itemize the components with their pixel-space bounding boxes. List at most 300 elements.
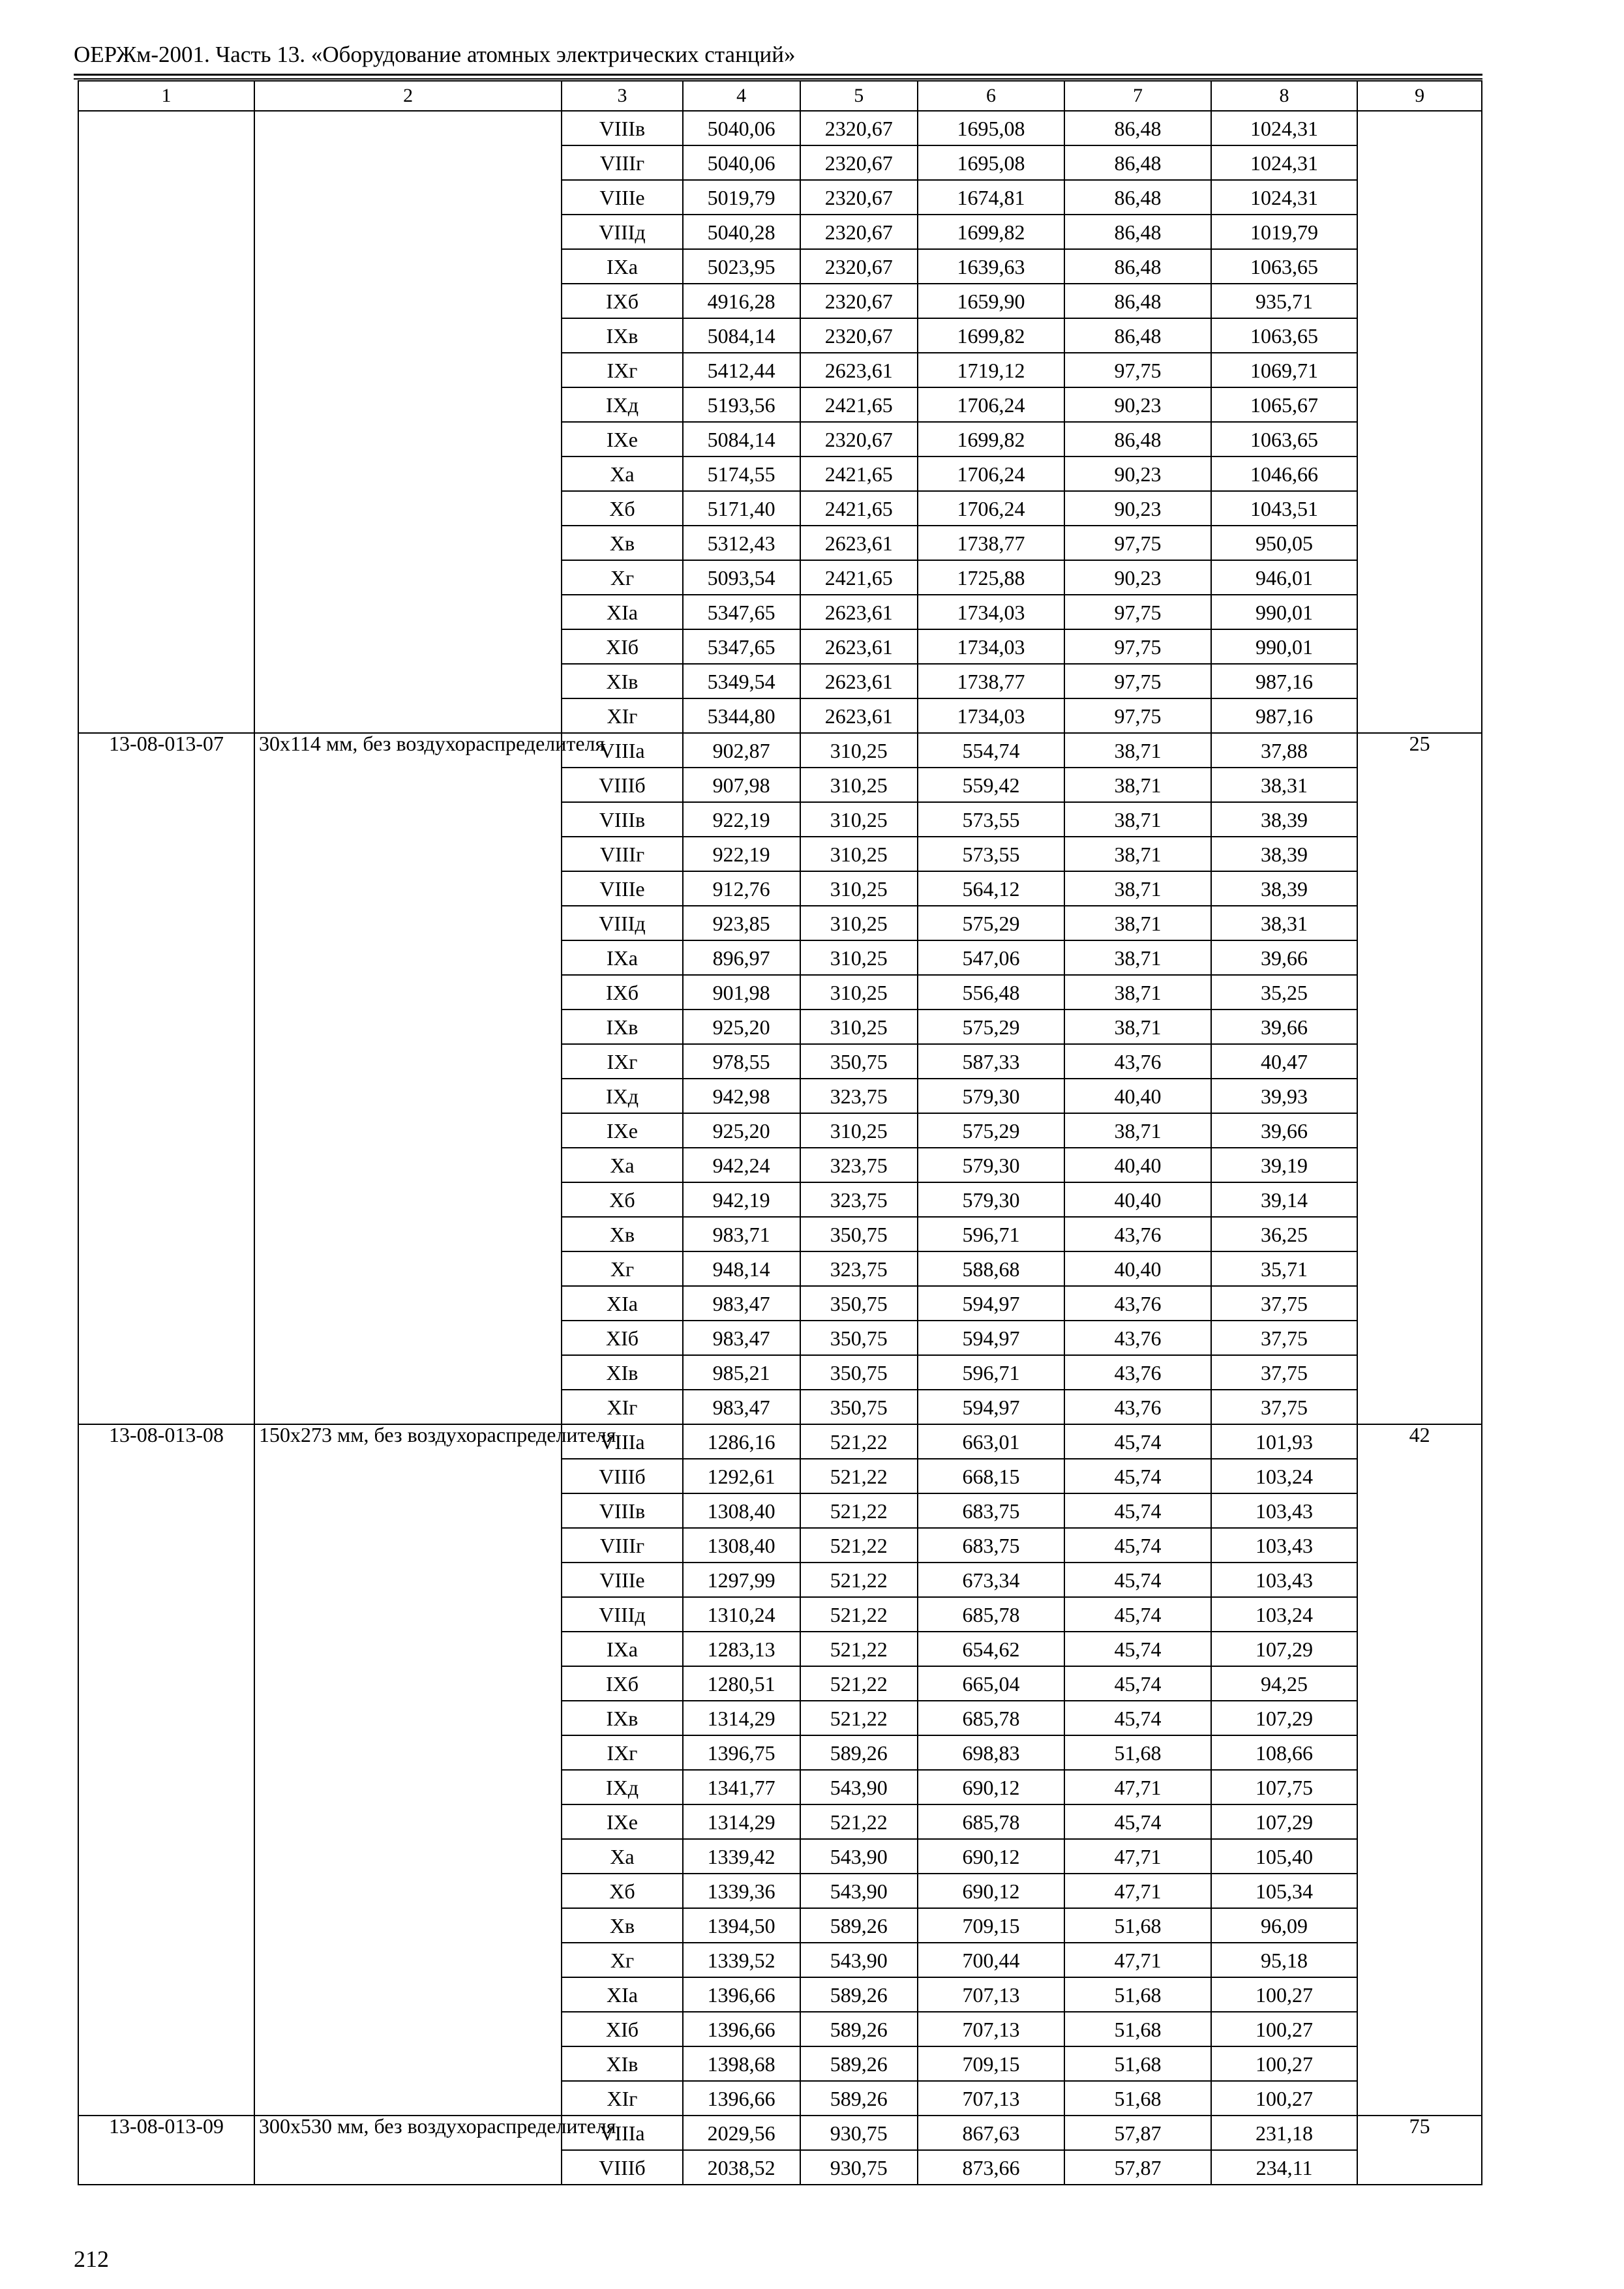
zone-cell: VIIIв [562,111,682,145]
value-cell: 685,78 [918,1804,1065,1839]
value-cell: 907,98 [683,768,800,802]
item-code-cell: 13-08-013-08 [78,1424,254,2116]
value-cell: 5019,79 [683,180,800,215]
zone-cell: Xг [562,1251,682,1286]
zone-cell: IXд [562,1079,682,1113]
zone-cell: Xб [562,1182,682,1217]
value-cell: 589,26 [800,1735,918,1770]
value-cell: 987,16 [1211,664,1358,698]
value-cell: 5349,54 [683,664,800,698]
value-cell: 45,74 [1064,1459,1211,1493]
value-cell: 983,71 [683,1217,800,1251]
value-cell: 1286,16 [683,1424,800,1459]
value-cell: 559,42 [918,768,1065,802]
value-cell: 922,19 [683,802,800,837]
zone-cell: IXв [562,1701,682,1735]
value-cell: 923,85 [683,906,800,940]
value-cell: 2623,61 [800,353,918,387]
value-cell: 1699,82 [918,215,1065,249]
table-row [78,2116,1482,2150]
value-cell: 47,71 [1064,1770,1211,1804]
value-cell: 930,75 [800,2116,918,2150]
value-cell: 5023,95 [683,249,800,284]
value-cell: 1339,42 [683,1839,800,1874]
zone-cell: XIб [562,629,682,664]
value-cell: 521,22 [800,1666,918,1701]
running-header: ОЕРЖм-2001. Часть 13. «Оборудование атомных электрических станций» [74,42,796,67]
value-cell: 521,22 [800,1597,918,1632]
column-number-row [78,81,1482,111]
value-cell: 1314,29 [683,1701,800,1735]
value-cell: 683,75 [918,1493,1065,1528]
value-cell: 310,25 [800,1113,918,1148]
value-cell: 1394,50 [683,1908,800,1943]
value-cell: 2320,67 [800,215,918,249]
zone-cell: VIIIд [562,1597,682,1632]
value-cell: 1659,90 [918,284,1065,318]
value-cell: 47,71 [1064,1839,1211,1874]
value-cell: 1043,51 [1211,491,1358,526]
value-cell: 690,12 [918,1874,1065,1908]
item-code-cell: 13-08-013-07 [78,733,254,1424]
value-cell: 43,76 [1064,1217,1211,1251]
value-cell: 38,31 [1211,768,1358,802]
value-cell: 594,97 [918,1321,1065,1355]
zone-cell: IXб [562,975,682,1010]
value-cell: 589,26 [800,2081,918,2116]
value-cell: 310,25 [800,733,918,768]
value-cell: 105,40 [1211,1839,1358,1874]
zone-cell: XIа [562,595,682,629]
value-cell: 310,25 [800,1010,918,1044]
value-cell: 985,21 [683,1355,800,1390]
value-cell: 556,48 [918,975,1065,1010]
value-cell: 2320,67 [800,180,918,215]
value-cell: 2623,61 [800,664,918,698]
value-cell: 86,48 [1064,215,1211,249]
value-cell: 1734,03 [918,595,1065,629]
value-cell: 350,75 [800,1355,918,1390]
zone-cell: VIIIв [562,802,682,837]
value-cell: 97,75 [1064,526,1211,560]
value-cell: 521,22 [800,1493,918,1528]
value-cell: 39,19 [1211,1148,1358,1182]
value-cell: 1719,12 [918,353,1065,387]
value-cell: 685,78 [918,1701,1065,1735]
value-cell: 51,68 [1064,2012,1211,2046]
value-cell: 38,31 [1211,906,1358,940]
value-cell: 521,22 [800,1528,918,1563]
value-cell: 310,25 [800,802,918,837]
value-cell: 38,39 [1211,837,1358,871]
zone-cell: VIIIе [562,871,682,906]
value-cell: 86,48 [1064,111,1211,145]
zone-cell: IXб [562,1666,682,1701]
value-cell: 35,71 [1211,1251,1358,1286]
zone-cell: VIIIд [562,906,682,940]
value-cell: 39,14 [1211,1182,1358,1217]
value-cell: 36,25 [1211,1217,1358,1251]
zone-cell: VIIIа [562,1424,682,1459]
column-header: 8 [1211,81,1358,111]
value-cell: 594,97 [918,1390,1065,1424]
value-cell: 1639,63 [918,249,1065,284]
page-number: 212 [74,2246,109,2272]
value-cell: 37,75 [1211,1286,1358,1321]
value-cell: 1341,77 [683,1770,800,1804]
value-cell: 37,75 [1211,1390,1358,1424]
value-cell: 37,75 [1211,1321,1358,1355]
value-cell: 663,01 [918,1424,1065,1459]
item-last-column-cell: 25 [1357,733,1482,1424]
value-cell: 912,76 [683,871,800,906]
zone-cell: VIIIе [562,180,682,215]
value-cell: 5040,06 [683,111,800,145]
zone-cell: Xа [562,1839,682,1874]
table-header [78,81,1482,111]
value-cell: 867,63 [918,2116,1065,2150]
value-cell: 948,14 [683,1251,800,1286]
value-cell: 521,22 [800,1804,918,1839]
value-cell: 103,24 [1211,1459,1358,1493]
zone-cell: IXг [562,1735,682,1770]
value-cell: 946,01 [1211,560,1358,595]
value-cell: 1725,88 [918,560,1065,595]
item-description-cell [254,111,562,733]
value-cell: 1339,52 [683,1943,800,1977]
zone-cell: Xв [562,526,682,560]
value-cell: 978,55 [683,1044,800,1079]
value-cell: 983,47 [683,1286,800,1321]
value-cell: 45,74 [1064,1424,1211,1459]
zone-cell: Xа [562,456,682,491]
column-header: 1 [78,81,254,111]
value-cell: 2038,52 [683,2150,800,2185]
value-cell: 38,71 [1064,906,1211,940]
value-cell: 37,75 [1211,1355,1358,1390]
zone-cell: IXд [562,387,682,422]
value-cell: 101,93 [1211,1424,1358,1459]
value-cell: 350,75 [800,1217,918,1251]
value-cell: 1695,08 [918,111,1065,145]
zone-cell: IXв [562,1010,682,1044]
zone-cell: Xв [562,1217,682,1251]
value-cell: 5171,40 [683,491,800,526]
value-cell: 700,44 [918,1943,1065,1977]
value-cell: 38,71 [1064,940,1211,975]
zone-cell: XIг [562,698,682,733]
value-cell: 589,26 [800,1977,918,2012]
value-cell: 1706,24 [918,387,1065,422]
value-cell: 589,26 [800,2012,918,2046]
value-cell: 310,25 [800,768,918,802]
value-cell: 40,40 [1064,1079,1211,1113]
value-cell: 950,05 [1211,526,1358,560]
value-cell: 323,75 [800,1251,918,1286]
value-cell: 1308,40 [683,1493,800,1528]
value-cell: 654,62 [918,1632,1065,1666]
value-cell: 45,74 [1064,1632,1211,1666]
item-code-cell [78,111,254,733]
value-cell: 665,04 [918,1666,1065,1701]
zone-cell: IXв [562,318,682,353]
value-cell: 579,30 [918,1148,1065,1182]
value-cell: 310,25 [800,940,918,975]
value-cell: 589,26 [800,2046,918,2081]
zone-cell: XIг [562,1390,682,1424]
zone-cell: Xб [562,491,682,526]
value-cell: 45,74 [1064,1493,1211,1528]
value-cell: 925,20 [683,1113,800,1148]
zone-cell: XIа [562,1286,682,1321]
item-last-column-cell [1357,111,1482,733]
value-cell: 709,15 [918,2046,1065,2081]
zone-cell: IXа [562,940,682,975]
value-cell: 39,66 [1211,940,1358,975]
value-cell: 873,66 [918,2150,1065,2185]
value-cell: 2623,61 [800,698,918,733]
zone-cell: VIIIб [562,2150,682,2185]
value-cell: 90,23 [1064,456,1211,491]
value-cell: 547,06 [918,940,1065,975]
value-cell: 925,20 [683,1010,800,1044]
value-cell: 690,12 [918,1839,1065,1874]
header-rule [74,74,1482,76]
zone-cell: IXа [562,1632,682,1666]
value-cell: 1706,24 [918,491,1065,526]
value-cell: 1069,71 [1211,353,1358,387]
value-cell: 350,75 [800,1321,918,1355]
value-cell: 2623,61 [800,526,918,560]
value-cell: 45,74 [1064,1563,1211,1597]
value-cell: 5174,55 [683,456,800,491]
zone-cell: IXг [562,353,682,387]
value-cell: 1398,68 [683,2046,800,2081]
value-cell: 97,75 [1064,595,1211,629]
value-cell: 896,97 [683,940,800,975]
value-cell: 323,75 [800,1182,918,1217]
value-cell: 86,48 [1064,422,1211,456]
value-cell: 51,68 [1064,2081,1211,2116]
value-cell: 2421,65 [800,491,918,526]
value-cell: 5412,44 [683,353,800,387]
value-cell: 596,71 [918,1217,1065,1251]
value-cell: 1396,66 [683,1977,800,2012]
value-cell: 51,68 [1064,1977,1211,2012]
value-cell: 40,40 [1064,1182,1211,1217]
value-cell: 57,87 [1064,2150,1211,2185]
value-cell: 930,75 [800,2150,918,2185]
value-cell: 100,27 [1211,2046,1358,2081]
value-cell: 2320,67 [800,111,918,145]
value-cell: 47,71 [1064,1943,1211,1977]
value-cell: 90,23 [1064,387,1211,422]
value-cell: 5040,06 [683,145,800,180]
zone-cell: IXб [562,284,682,318]
value-cell: 2623,61 [800,629,918,664]
column-header: 7 [1064,81,1211,111]
value-cell: 1297,99 [683,1563,800,1597]
table-row [78,111,1482,145]
value-cell: 2421,65 [800,387,918,422]
value-cell: 1024,31 [1211,145,1358,180]
value-cell: 573,55 [918,837,1065,871]
value-cell: 1292,61 [683,1459,800,1493]
value-cell: 45,74 [1064,1528,1211,1563]
value-cell: 38,39 [1211,871,1358,906]
column-header: 5 [800,81,918,111]
zone-cell: XIб [562,2012,682,2046]
value-cell: 310,25 [800,975,918,1010]
zone-cell: VIIIб [562,1459,682,1493]
zone-cell: VIIIе [562,1563,682,1597]
value-cell: 1283,13 [683,1632,800,1666]
value-cell: 350,75 [800,1044,918,1079]
value-cell: 1734,03 [918,629,1065,664]
zone-cell: VIIIв [562,1493,682,1528]
value-cell: 983,47 [683,1390,800,1424]
value-cell: 45,74 [1064,1804,1211,1839]
value-cell: 5084,14 [683,318,800,353]
value-cell: 1310,24 [683,1597,800,1632]
value-cell: 5084,14 [683,422,800,456]
zone-cell: VIIIа [562,2116,682,2150]
value-cell: 45,74 [1064,1597,1211,1632]
value-cell: 38,71 [1064,1010,1211,1044]
value-cell: 4916,28 [683,284,800,318]
value-cell: 2320,67 [800,422,918,456]
value-cell: 43,76 [1064,1355,1211,1390]
value-cell: 86,48 [1064,249,1211,284]
value-cell: 5347,65 [683,629,800,664]
value-cell: 323,75 [800,1148,918,1182]
value-cell: 37,88 [1211,733,1358,768]
value-cell: 1695,08 [918,145,1065,180]
value-cell: 1024,31 [1211,111,1358,145]
item-description-cell: 300x530 мм, без воздухораспределителя [254,2116,562,2185]
value-cell: 5312,43 [683,526,800,560]
value-cell: 1280,51 [683,1666,800,1701]
value-cell: 100,27 [1211,2081,1358,2116]
value-cell: 543,90 [800,1943,918,1977]
value-cell: 47,71 [1064,1874,1211,1908]
value-cell: 51,68 [1064,2046,1211,2081]
value-cell: 107,29 [1211,1804,1358,1839]
value-cell: 5347,65 [683,595,800,629]
value-cell: 5193,56 [683,387,800,422]
value-cell: 1738,77 [918,664,1065,698]
value-cell: 1063,65 [1211,318,1358,353]
value-cell: 1339,36 [683,1874,800,1908]
zone-cell: XIв [562,664,682,698]
column-header: 9 [1357,81,1482,111]
value-cell: 86,48 [1064,180,1211,215]
value-cell: 543,90 [800,1770,918,1804]
value-cell: 935,71 [1211,284,1358,318]
value-cell: 902,87 [683,733,800,768]
value-cell: 707,13 [918,2012,1065,2046]
zone-cell: XIб [562,1321,682,1355]
value-cell: 97,75 [1064,353,1211,387]
value-cell: 1396,75 [683,1735,800,1770]
value-cell: 1674,81 [918,180,1065,215]
value-cell: 1699,82 [918,422,1065,456]
value-cell: 103,43 [1211,1563,1358,1597]
zone-cell: IXе [562,422,682,456]
value-cell: 683,75 [918,1528,1065,1563]
value-cell: 1734,03 [918,698,1065,733]
value-cell: 35,25 [1211,975,1358,1010]
value-cell: 575,29 [918,1113,1065,1148]
value-cell: 942,24 [683,1148,800,1182]
value-cell: 1396,66 [683,2081,800,2116]
value-cell: 38,71 [1064,871,1211,906]
value-cell: 97,75 [1064,664,1211,698]
value-cell: 45,74 [1064,1701,1211,1735]
value-cell: 103,43 [1211,1493,1358,1528]
column-header: 4 [683,81,800,111]
zone-cell: XIв [562,2046,682,2081]
value-cell: 350,75 [800,1286,918,1321]
value-cell: 103,43 [1211,1528,1358,1563]
value-cell: 990,01 [1211,629,1358,664]
value-cell: 107,75 [1211,1770,1358,1804]
value-cell: 38,71 [1064,802,1211,837]
value-cell: 38,71 [1064,975,1211,1010]
column-header: 2 [254,81,562,111]
value-cell: 521,22 [800,1424,918,1459]
value-cell: 39,66 [1211,1113,1358,1148]
column-header: 3 [562,81,682,111]
table-row [78,1424,1482,1459]
value-cell: 100,27 [1211,1977,1358,2012]
item-code-cell: 13-08-013-09 [78,2116,254,2185]
value-cell: 57,87 [1064,2116,1211,2150]
value-cell: 1063,65 [1211,249,1358,284]
value-cell: 231,18 [1211,2116,1358,2150]
zone-cell: Xа [562,1148,682,1182]
value-cell: 685,78 [918,1597,1065,1632]
value-cell: 1046,66 [1211,456,1358,491]
value-cell: 38,71 [1064,837,1211,871]
zone-cell: VIIIб [562,768,682,802]
value-cell: 1063,65 [1211,422,1358,456]
value-cell: 51,68 [1064,1908,1211,1943]
value-cell: 707,13 [918,2081,1065,2116]
value-cell: 96,09 [1211,1908,1358,1943]
value-cell: 2421,65 [800,560,918,595]
zone-cell: IXд [562,1770,682,1804]
value-cell: 86,48 [1064,318,1211,353]
value-cell: 107,29 [1211,1701,1358,1735]
value-cell: 521,22 [800,1701,918,1735]
value-cell: 43,76 [1064,1044,1211,1079]
value-cell: 588,68 [918,1251,1065,1286]
value-cell: 707,13 [918,1977,1065,2012]
value-cell: 1314,29 [683,1804,800,1839]
value-cell: 43,76 [1064,1390,1211,1424]
zone-cell: IXа [562,249,682,284]
value-cell: 2421,65 [800,456,918,491]
value-cell: 942,19 [683,1182,800,1217]
value-cell: 1738,77 [918,526,1065,560]
zone-cell: XIа [562,1977,682,2012]
zone-cell: VIIIа [562,733,682,768]
value-cell: 234,11 [1211,2150,1358,2185]
value-cell: 86,48 [1064,284,1211,318]
value-cell: 38,71 [1064,733,1211,768]
value-cell: 990,01 [1211,595,1358,629]
